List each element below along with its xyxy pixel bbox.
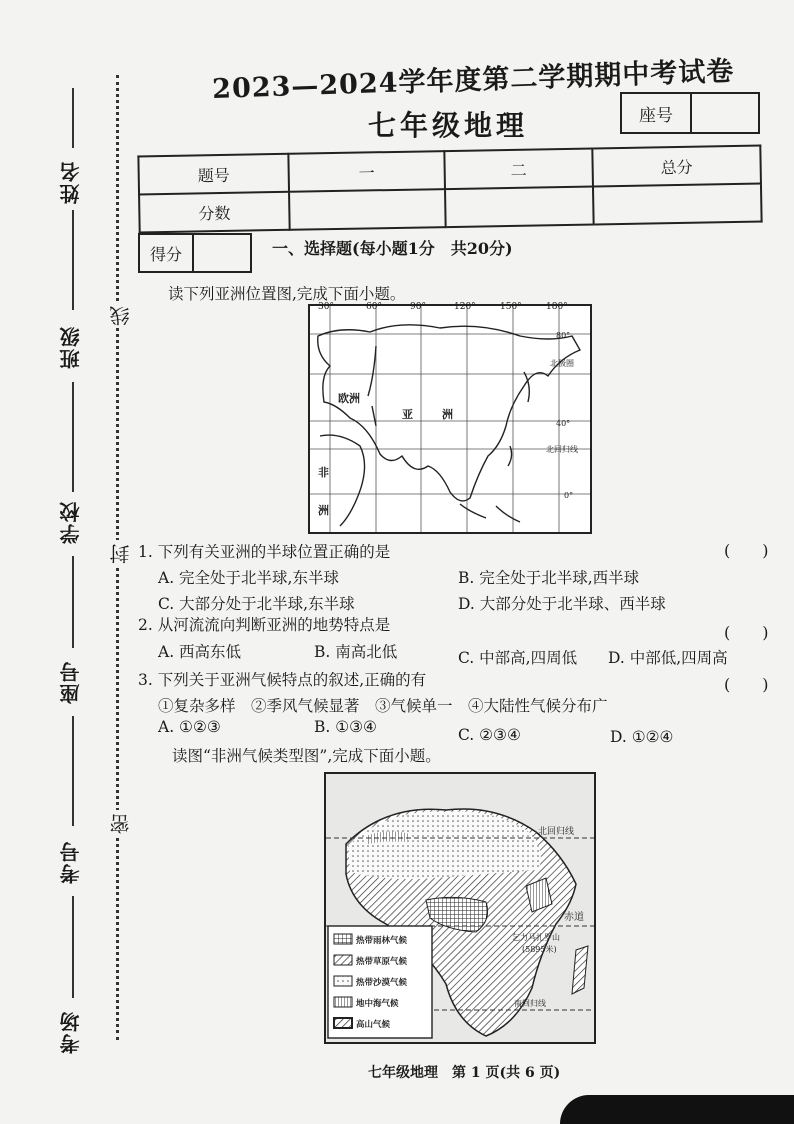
question-3-option-a[interactable]: A. ①②③ xyxy=(158,718,221,736)
exam-title: 2023—2024学年度第二学期期中考试卷 xyxy=(211,55,735,106)
asia-location-map xyxy=(308,304,592,534)
legend-highland-swatch xyxy=(334,1018,352,1028)
question-1-option-a[interactable]: A. 完全处于北半球,东半球 xyxy=(158,569,339,587)
africa-map-svg xyxy=(326,774,594,1042)
asia-map-svg xyxy=(310,306,590,532)
question-2-option-c[interactable]: C. 中部高,四周低 xyxy=(458,649,578,667)
map1-lat-label: 40° xyxy=(556,419,571,428)
side-label-school: 学校 xyxy=(59,500,83,544)
question-2-option-b[interactable]: B. 南高北低 xyxy=(314,643,398,661)
section-score-label: 得分 xyxy=(140,235,194,271)
legend-label: 热带雨林气候 xyxy=(356,936,408,946)
side-label-exam-number: 考号 xyxy=(59,840,83,884)
intro-text-2: 读图“非洲气候类型图”,完成下面小题。 xyxy=(172,747,441,765)
question-2-option-d[interactable]: D. 中部低,四周高 xyxy=(608,649,728,667)
name-line xyxy=(72,88,74,148)
map1-lon-label: 120° xyxy=(454,302,476,312)
question-1-answer-paren[interactable]: ( ) xyxy=(724,541,769,560)
map1-lon-label: 180° xyxy=(546,302,568,312)
score-table-cell[interactable] xyxy=(445,187,594,228)
question-3-option-d[interactable]: D. ①②④ xyxy=(610,728,674,746)
map1-lon-label: 90° xyxy=(410,302,426,312)
question-3-answer-paren[interactable]: ( ) xyxy=(724,675,769,694)
legend-savanna-swatch xyxy=(334,955,352,965)
class-line xyxy=(72,382,74,492)
section-score-box xyxy=(138,233,252,273)
legend-label: 热带沙漠气候 xyxy=(356,978,408,988)
question-3-stem: 3. 下列关于亚洲气候特点的叙述,正确的有 xyxy=(138,671,427,689)
map1-region-asia-1: 亚 xyxy=(402,408,413,421)
map2-tropic-capricorn-label: 南回归线 xyxy=(514,999,546,1008)
exam-number-line xyxy=(72,896,74,998)
exam-subject: 七年级地理 xyxy=(368,109,529,142)
score-table-cell: 一 xyxy=(288,151,445,192)
side-label-name: 姓名 xyxy=(59,160,83,204)
legend-label: 高山气候 xyxy=(356,1020,391,1030)
question-1-option-b[interactable]: B. 完全处于北半球,西半球 xyxy=(458,569,640,587)
side-label-exam-room: 考场 xyxy=(59,1010,83,1054)
map2-tropic-cancer-label: 北回归线 xyxy=(538,827,575,837)
legend-mediterranean-swatch xyxy=(334,997,352,1007)
question-3-option-c[interactable]: C. ②③④ xyxy=(458,726,521,744)
question-2-stem: 2. 从河流流向判断亚洲的地势特点是 xyxy=(138,616,391,634)
name-line-2 xyxy=(72,210,74,310)
score-table-cell: 分数 xyxy=(139,192,290,233)
map1-lon-label: 150° xyxy=(500,302,522,312)
map1-lon-label: 30° xyxy=(318,302,334,312)
score-table-cell[interactable] xyxy=(593,184,762,225)
map2-kilimanjaro-label: 乞力马扎罗山 xyxy=(512,933,560,942)
legend-label: 地中海气候 xyxy=(356,999,399,1009)
africa-climate-map xyxy=(324,772,596,1044)
photo-shadow xyxy=(560,1095,794,1124)
question-3-statements: ①复杂多样 ②季风气候显著 ③气候单一 ④大陆性气候分布广 xyxy=(158,697,608,715)
question-1-option-d[interactable]: D. 大部分处于北半球、西半球 xyxy=(458,595,666,613)
question-3-option-b[interactable]: B. ①③④ xyxy=(314,718,377,736)
question-2-option-a[interactable]: A. 西高东低 xyxy=(158,643,242,661)
map1-lat-label: 北极圈 xyxy=(550,359,574,368)
map1-lat-label: 0° xyxy=(564,491,574,500)
question-2-answer-paren[interactable]: ( ) xyxy=(724,623,769,642)
score-table-cell[interactable] xyxy=(289,189,446,230)
legend-rainforest-swatch xyxy=(334,934,352,944)
map1-lat-label: 北回归线 xyxy=(546,445,578,454)
map1-region-africa-2: 洲 xyxy=(318,504,329,517)
seat-number-field[interactable] xyxy=(692,94,758,132)
side-label-class: 班级 xyxy=(59,325,83,369)
seat-line xyxy=(72,716,74,826)
intro-text-1: 读下列亚洲位置图,完成下面小题。 xyxy=(168,285,406,303)
map1-region-europe: 欧洲 xyxy=(338,392,360,405)
binding-label-seal: 封 xyxy=(106,540,135,566)
score-table-cell: 总分 xyxy=(592,146,761,187)
page-footer: 七年级地理 第 1 页(共 6 页) xyxy=(368,1065,561,1081)
section-title: 一、选择题(每小题1分 共20分) xyxy=(272,239,513,258)
legend-desert-swatch xyxy=(334,976,352,986)
seat-number-box xyxy=(620,92,760,134)
legend-label: 热带草原气候 xyxy=(356,957,408,967)
map2-kilimanjaro-height: (5895米) xyxy=(522,945,557,954)
map1-lon-label: 60° xyxy=(366,302,382,312)
question-1-stem: 1. 下列有关亚洲的半球位置正确的是 xyxy=(138,543,391,561)
question-1-option-c[interactable]: C. 大部分处于北半球,东半球 xyxy=(158,595,355,613)
score-table xyxy=(137,145,762,234)
binding-label-secret: 密 xyxy=(106,810,135,836)
binding-label-line: 线 xyxy=(106,302,135,328)
seat-number-label: 座号 xyxy=(622,94,692,132)
score-table-cell: 题号 xyxy=(138,154,289,195)
section-score-field[interactable] xyxy=(194,235,250,271)
score-table-cell: 二 xyxy=(444,149,593,190)
map2-equator-label: 赤道 xyxy=(564,912,584,923)
map1-region-africa-1: 非 xyxy=(318,466,329,479)
map1-region-asia-2: 洲 xyxy=(442,408,453,421)
side-label-seat: 座号 xyxy=(59,660,83,704)
map1-lat-label: 80° xyxy=(556,331,571,340)
school-line xyxy=(72,556,74,648)
